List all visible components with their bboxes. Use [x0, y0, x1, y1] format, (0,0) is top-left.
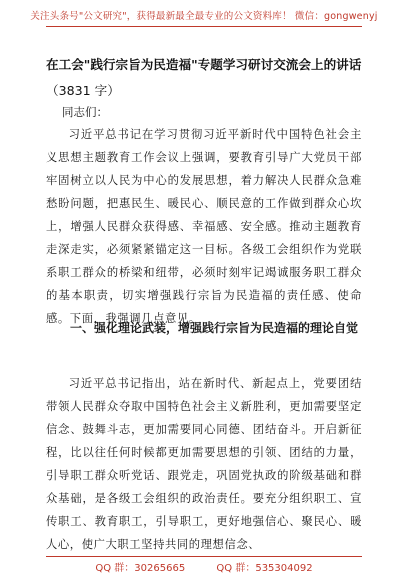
word-count: （3831 字）	[46, 83, 120, 98]
section-heading-1: 一、强化理论武装，增强践行宗旨为民造福的理论自觉	[70, 321, 359, 335]
document-title	[46, 52, 368, 104]
salutation: 同志们：	[62, 105, 108, 119]
body-paragraph-1: 习近平总书记在学习贯彻习近平新时代中国特色社会主义思想主题教育工作会议上强调，要教育引导广大党员干部牢固树立以人民为中心的发展思想，着力解决人民群众急难愁盼问题，把惠民生、暖民心、顺民意的工作做到群众心坎上，增强人民群众获得感、幸福感、安全感。推动主题教育走深走实，必须紧紧锚定这一目标。各级工会组织作为党联系职工群众的桥梁和纽带，必须时刻牢记竭诚服务职工群众的基本职责，切实增强践行宗旨为民造福的责任感、使命感。下面，我强调几点意见。	[46, 128, 362, 325]
header-banner: 关注头条号"公文研究"，获得最新最全最专业的公文资料库！ 微信：gongwenyj	[30, 11, 378, 22]
title-text: 在工会"践行宗旨为民造福"专题学习研讨交流会上的讲话	[46, 57, 362, 72]
footer-qq-1: QQ 群：30265665	[95, 563, 186, 574]
footer-banner	[0, 559, 408, 574]
body-paragraph-2: 习近平总书记指出，站在新时代、新起点上，党要团结带领人民群众夺取中国特色社会主义新胜利，更加需要坚定信念、鼓舞斗志，更加需要同心同德、团结奋斗。开启新征程，比以往任何时候都更加需要思想的引领、团结的力量，引导职工群众听党话、跟党走，巩固党执政的阶级基础和群众基础，是各级工会组织的政治责任。要充分组织职工、宣传职工、教育职工，引导职工，更好地强信心、聚民心、暖人心，使广大职工坚持共同的理想信念、	[46, 377, 362, 551]
footer-divider	[46, 556, 362, 557]
header-divider	[46, 26, 362, 27]
footer-qq-2: QQ 群：535304092	[216, 563, 313, 574]
